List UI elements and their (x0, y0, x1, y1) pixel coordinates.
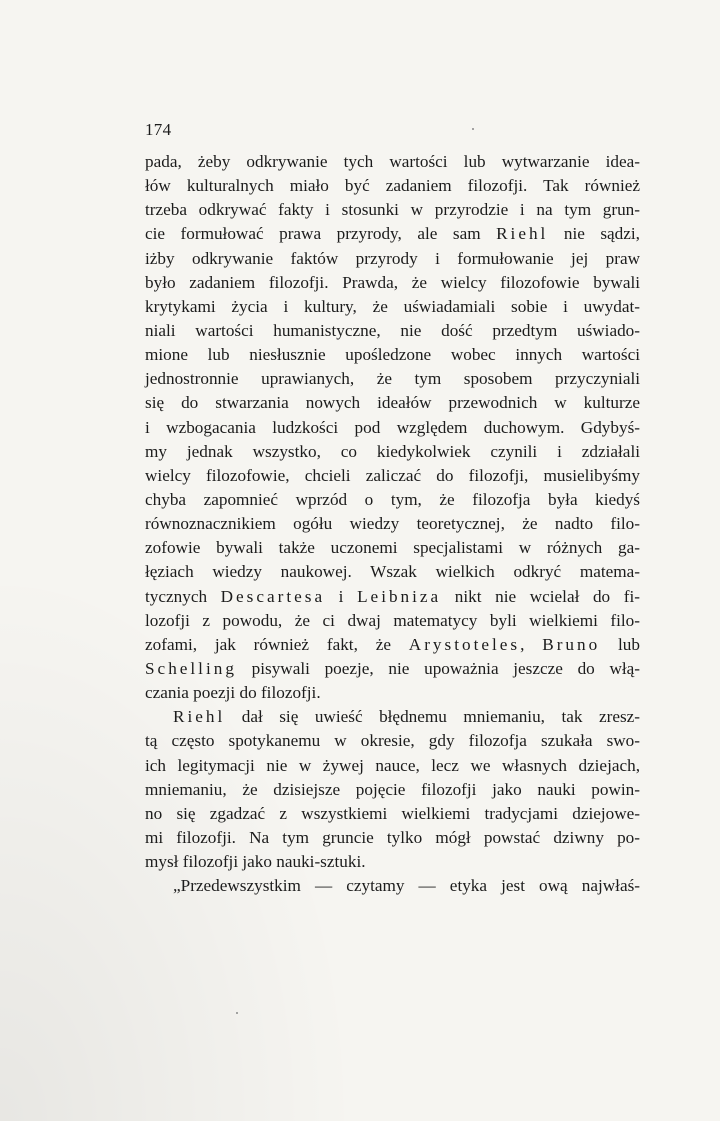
text-line (145, 271, 640, 295)
text-segment: tą często spotykanemu w okresie, gdy filozofja szukała swo- (145, 731, 640, 751)
text-segment: cie formułować prawa przyrody, ale sam (145, 224, 497, 244)
text-line (145, 802, 640, 826)
text-segment: dał się uwieść błędnemu mniemaniu, tak zresz- (225, 707, 640, 727)
text-segment: mi filozofji. Na tym gruncie tylko mógł powstać dziwny po- (145, 827, 640, 847)
text-line (145, 609, 640, 633)
text-line (145, 247, 640, 271)
text-segment: pisywali poezje, nie upoważnia jeszcze do włą- (236, 658, 640, 678)
text-segment: no się zgadzać z wszystkiemi wielkiemi tradycjami dziejowe- (145, 803, 640, 823)
text-line (145, 536, 640, 560)
emphasized-name: Arystoteles (408, 634, 521, 654)
text-line (145, 343, 640, 367)
text-segment: czania poezji do filozofji. (145, 683, 321, 703)
emphasized-name: Schelling (145, 658, 237, 678)
text-line (145, 874, 640, 898)
text-line (145, 367, 640, 391)
emphasized-name: Leibniza (357, 586, 442, 606)
text-line (145, 391, 640, 415)
text-line (145, 198, 640, 222)
text-segment: krytykami życia i kultury, że uświadamiali sobie i uwydat- (145, 296, 640, 316)
text-line (145, 488, 640, 512)
text-line (145, 512, 640, 536)
text-line (145, 174, 640, 198)
text-segment: nikt nie wcielał do fi- (441, 586, 640, 606)
text-segment: jednostronnie uprawianych, że tym sposobem przyczyniali (145, 369, 640, 389)
text-line (145, 633, 640, 657)
text-line (145, 585, 640, 609)
text-line (145, 295, 640, 319)
paper-speck (236, 1012, 238, 1014)
text-segment: i (325, 586, 358, 606)
text-segment: mniemaniu, że dzisiejsze pojęcie filozofji jako nauki powin- (145, 779, 640, 799)
text-line (145, 850, 640, 874)
text-segment: mione lub niesłusznie upośledzone wobec innych wartości (145, 345, 640, 365)
text-segment: pada, żeby odkrywanie tych wartości lub wytwarzanie idea- (145, 152, 640, 171)
text-segment: i wzbogacania ludzkości pod względem duchowym. Gdybyś- (145, 417, 640, 437)
text-segment: zofowie bywali także uczonemi specjalistami w różnych ga- (145, 538, 640, 558)
text-line (145, 778, 640, 802)
text-line (145, 705, 640, 729)
text-line (145, 440, 640, 464)
text-segment: , (520, 634, 543, 654)
text-segment: niali wartości humanistyczne, nie dość przedtym uświado- (145, 320, 640, 340)
text-line (145, 222, 640, 246)
text-line (145, 319, 640, 343)
text-segment: lozofji z powodu, że ci dwaj matematycy byli wielkiemi filo- (145, 610, 640, 630)
text-segment: „Przedewszystkim — czytamy — etyka jest ową najwłaś- (173, 876, 640, 896)
page-number: 174 (145, 120, 172, 139)
text-line (145, 150, 640, 174)
text-segment: mysł filozofji jako nauki-sztuki. (145, 852, 366, 872)
text-segment: trzeba odkrywać fakty i stosunki w przyrodzie i na tym grun- (145, 200, 640, 220)
text-line (145, 464, 640, 488)
text-segment: my jednak wszystko, co kiedykolwiek czynili i zdziałali (145, 441, 640, 461)
text-segment: nie sądzi, (548, 224, 640, 244)
text-segment: było zadaniem filozofji. Prawda, że wielcy filozofowie bywali (145, 272, 640, 292)
text-segment: wielcy filozofowie, chcieli zaliczać do filozofji, musielibyśmy (145, 465, 640, 485)
text-segment: ich legitymacji nie w żywej nauce, lecz we własnych dziejach, (145, 755, 640, 775)
emphasized-name: Descartesa (220, 586, 326, 606)
text-segment: chyba zapomnieć wprzód o tym, że filozofja była kiedyś (145, 489, 640, 509)
text-segment: równoznacznikiem ogółu wiedzy teoretycznej, że nadto filo- (145, 514, 640, 534)
text-line (145, 657, 640, 681)
emphasized-name: Riehl (496, 224, 549, 244)
text-line (145, 754, 640, 778)
text-line (145, 729, 640, 753)
paper-speck (472, 128, 474, 130)
text-segment: łęziach wiedzy naukowej. Wszak wielkich odkryć matema- (145, 562, 640, 582)
text-line (145, 560, 640, 584)
text-segment: łów kulturalnych miało być zadaniem filozofji. Tak również (145, 176, 640, 196)
text-segment: lub (600, 634, 640, 654)
text-segment: się do stwarzania nowych ideałów przewodnich w kulturze (145, 393, 640, 413)
text-segment: iżby odkrywanie faktów przyrody i formułowanie jej praw (145, 248, 640, 268)
text-segment: zofami, jak również fakt, że (145, 634, 409, 654)
text-segment: tycznych (145, 586, 221, 606)
text-line (145, 416, 640, 440)
text-line (145, 681, 640, 705)
emphasized-name: Riehl (173, 707, 226, 727)
emphasized-name: Bruno (542, 634, 601, 654)
text-line (145, 826, 640, 850)
body-text (145, 150, 640, 898)
